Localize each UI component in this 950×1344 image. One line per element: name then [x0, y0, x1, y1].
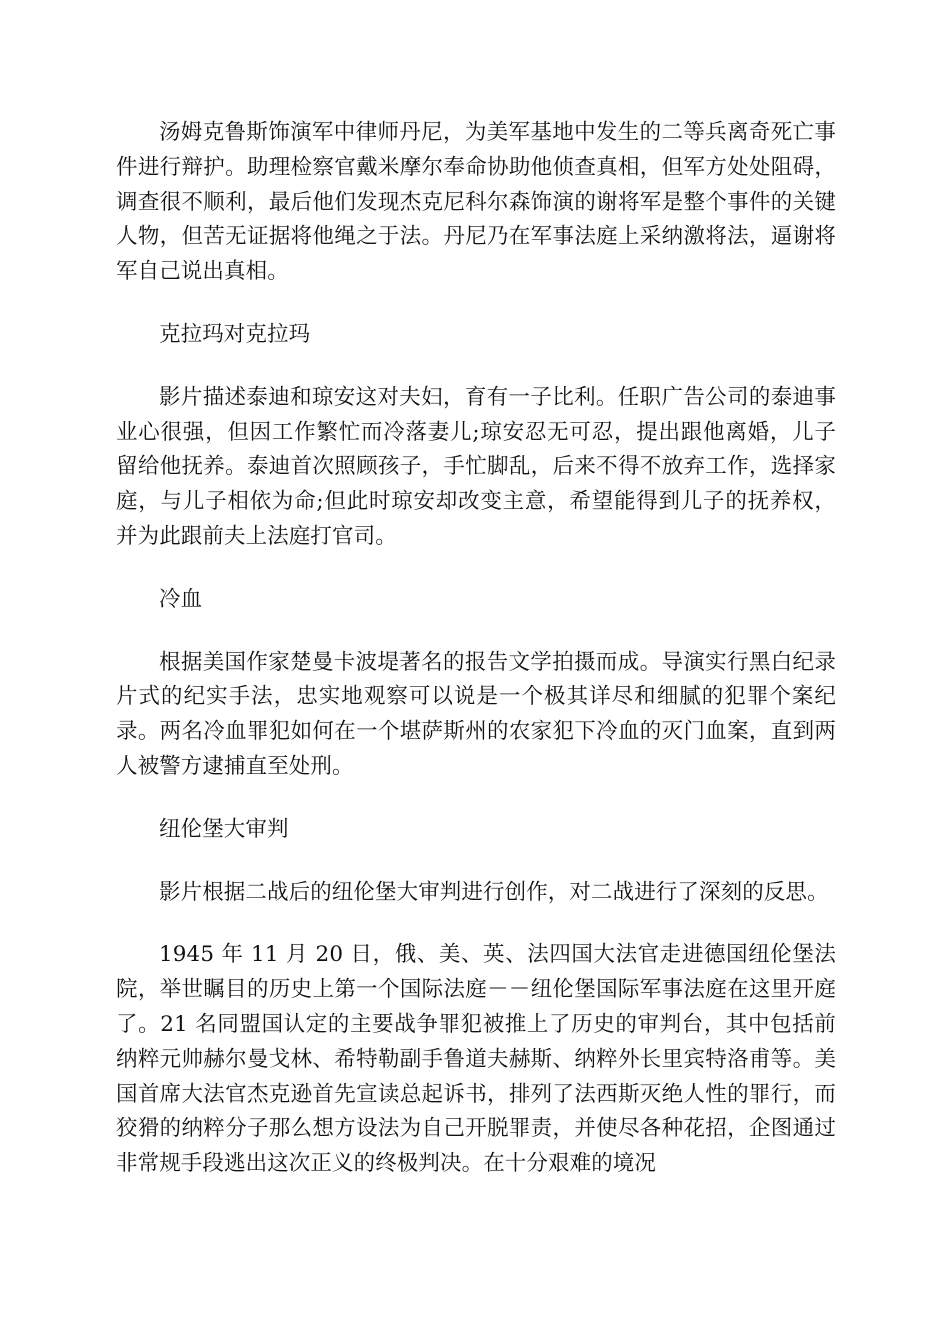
paragraph-nuremberg-trial: 1945 年 11 月 20 日，俄、美、英、法四国大法官走进德国纽伦堡法院，举世瞩目的历史上第一个国际法庭－－纽伦堡国际军事法庭在这里开庭了。21 名同盟国认定的主要战争罪犯被推上了历史的审判台，其中包括前纳粹元帅赫尔曼戈林、希特勒副手鲁道夫赫斯、纳粹外长里宾特洛甫等。美国首席大法官杰克逊首先宣读总起诉书，排列了法西斯灭绝人性的罪行，而狡猾的纳粹分子那么想方设法为自己开脱罪责，并使尽各种花招，企图通过非常规手段逃出这次正义的终极判决。在十分艰难的境况: [116, 942, 836, 1177]
section-heading-in-cold-blood: 冷血: [159, 586, 203, 612]
paragraph-nuremberg-intro: 影片根据二战后的纽伦堡大审判进行创作，对二战进行了深刻的反思。: [159, 879, 829, 905]
section-heading-nuremberg: 纽伦堡大审判: [159, 816, 289, 842]
paragraph-in-cold-blood: 根据美国作家楚曼卡波堤著名的报告文学拍摄而成。导演实行黑白纪录片式的纪实手法，忠实地观察可以说是一个极其详尽和细腻的犯罪个案纪录。两名冷血罪犯如何在一个堪萨斯州的农家犯下冷血的灭门血案，直到两人被警方逮捕直至处刑。: [116, 649, 836, 779]
paragraph-tom-cruise: 汤姆克鲁斯饰演军中律师丹尼，为美军基地中发生的二等兵离奇死亡事件进行辩护。助理检察官戴米摩尔奉命协助他侦查真相，但军方处处阻碍，调查很不顺利，最后他们发现杰克尼科尔森饰演的谢将军是整个事件的关键人物，但苦无证据将他绳之于法。丹尼乃在军事法庭上采纳激将法，逼谢将军自己说出真相。: [116, 120, 836, 285]
paragraph-kramer: 影片描述泰迪和琼安这对夫妇，育有一子比利。任职广告公司的泰迪事业心很强，但因工作繁忙而冷落妻儿;琼安忍无可忍，提出跟他离婚，儿子留给他抚养。泰迪首次照顾孩子，手忙脚乱，后来不得不放弃工作，选择家庭，与儿子相依为命;但此时琼安却改变主意，希望能得到儿子的抚养权，并为此跟前夫上法庭打官司。: [116, 384, 836, 549]
section-heading-kramer: 克拉玛对克拉玛: [159, 321, 311, 347]
document-body: [116, 116, 836, 1210]
